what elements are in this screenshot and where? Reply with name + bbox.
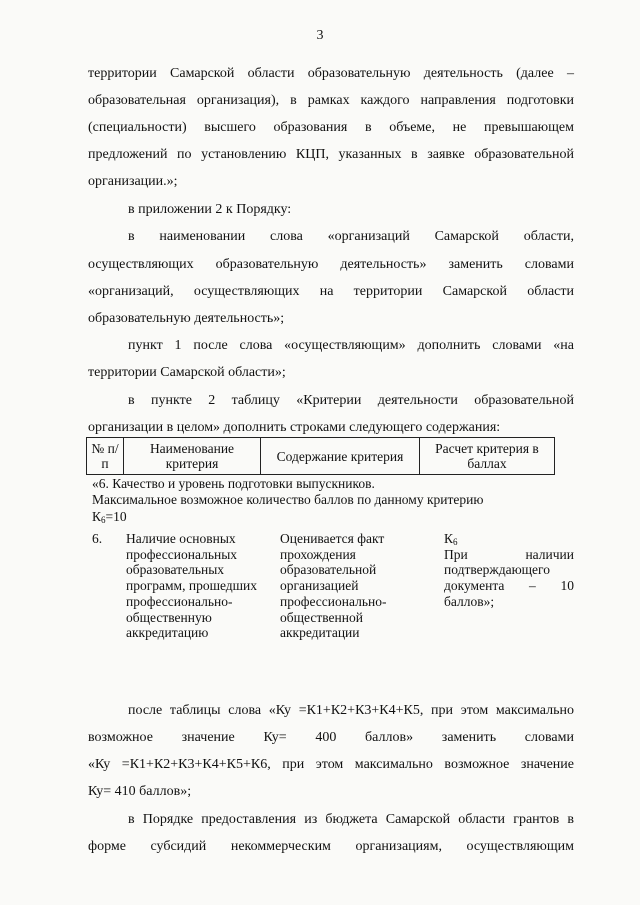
- calc-line-2: При наличии: [444, 546, 574, 562]
- calc-line-5: баллов»;: [444, 593, 495, 609]
- paragraph-3-line-1: в наименовании слова «организаций Самарской области,: [128, 229, 574, 244]
- paragraph-4-line-2: территории Самарской области»;: [88, 365, 286, 380]
- paragraph-1-line-3: (специальности) высшего образования в объеме, не превышающем: [88, 120, 574, 135]
- paragraph-4-line-1: пункт 1 после слова «осуществляющим» дополнить словами «на: [128, 338, 574, 353]
- paragraph-5-line-1: в пункте 2 таблицу «Критерии деятельности образовательной: [128, 393, 574, 408]
- paragraph-1-line-2: образовательная организация), в рамках каждого направления подготовки: [88, 93, 574, 108]
- header-number: № п/п: [87, 438, 124, 475]
- criterion-calculation: [444, 531, 574, 610]
- criterion-name-first: Наличие основных: [126, 531, 236, 546]
- paragraph-3-line-4: образовательную деятельность»;: [88, 311, 285, 326]
- paragraph-7-line-2: форме субсидий некоммерческим организациям, осуществляющим: [88, 839, 574, 854]
- page-number: 3: [316, 28, 324, 43]
- paragraph-7-line-1: в Порядке предоставления из бюджета Самарской области грантов в: [128, 812, 574, 827]
- paragraph-2: в приложении 2 к Порядку:: [128, 202, 292, 217]
- paragraph-6-line-2: возможное значение Ку= 400 баллов» заменить словами: [88, 730, 574, 745]
- header-name: Наименование критерия: [124, 438, 261, 475]
- header-calculation: Расчет критерия в баллах: [420, 438, 555, 475]
- criterion-name-rest: профессиональных образовательных программ, прошедших профессионально-общественную аккредитацию: [126, 546, 258, 641]
- criterion-name-first-line: [126, 531, 266, 547]
- criterion-max-value: $К_6=10$: [92, 509, 127, 525]
- criterion-name: [126, 531, 266, 641]
- header-content: Содержание критерия: [261, 438, 420, 475]
- paragraph-1-line-4: предложений по установлению КЦП, указанных в заявке образовательной: [88, 147, 574, 162]
- calc-line-4: документа – 10: [444, 578, 574, 594]
- criterion-max-text: Максимальное возможное количество баллов по данному критерию: [92, 492, 484, 507]
- criterion-title: «6. Качество и уровень подготовки выпускников.: [92, 476, 375, 491]
- paragraph-6-line-4: Ку= 410 баллов»;: [88, 784, 192, 799]
- paragraph-3-line-3: «организаций, осуществляющих на территории Самарской области: [88, 284, 574, 299]
- paragraph-6-line-3: «Ку =К1+К2+К3+К4+К5+К6, при этом максимально возможное значение: [88, 757, 574, 772]
- paragraph-1-line-1: территории Самарской области образовательную деятельность (далее –: [88, 66, 574, 81]
- calc-symbol: $К_6$: [444, 531, 458, 547]
- criterion-number: 6.: [92, 531, 103, 546]
- paragraph-3-line-2: осуществляющих образовательную деятельность» заменить словами: [88, 257, 574, 272]
- calc-line-3: подтверждающего: [444, 562, 551, 578]
- paragraph-5-line-2: организации в целом» дополнить строками следующего содержания:: [88, 420, 501, 435]
- paragraph-1-line-5: организации.»;: [88, 174, 178, 189]
- criteria-table-header: [86, 437, 555, 475]
- paragraph-6-line-1: после таблицы слова «Ку =К1+К2+К3+К4+К5, при этом максимально: [128, 703, 574, 718]
- criterion-content: Оценивается факт прохождения образовательной организацией профессионально-общественной аккредитации: [280, 531, 387, 641]
